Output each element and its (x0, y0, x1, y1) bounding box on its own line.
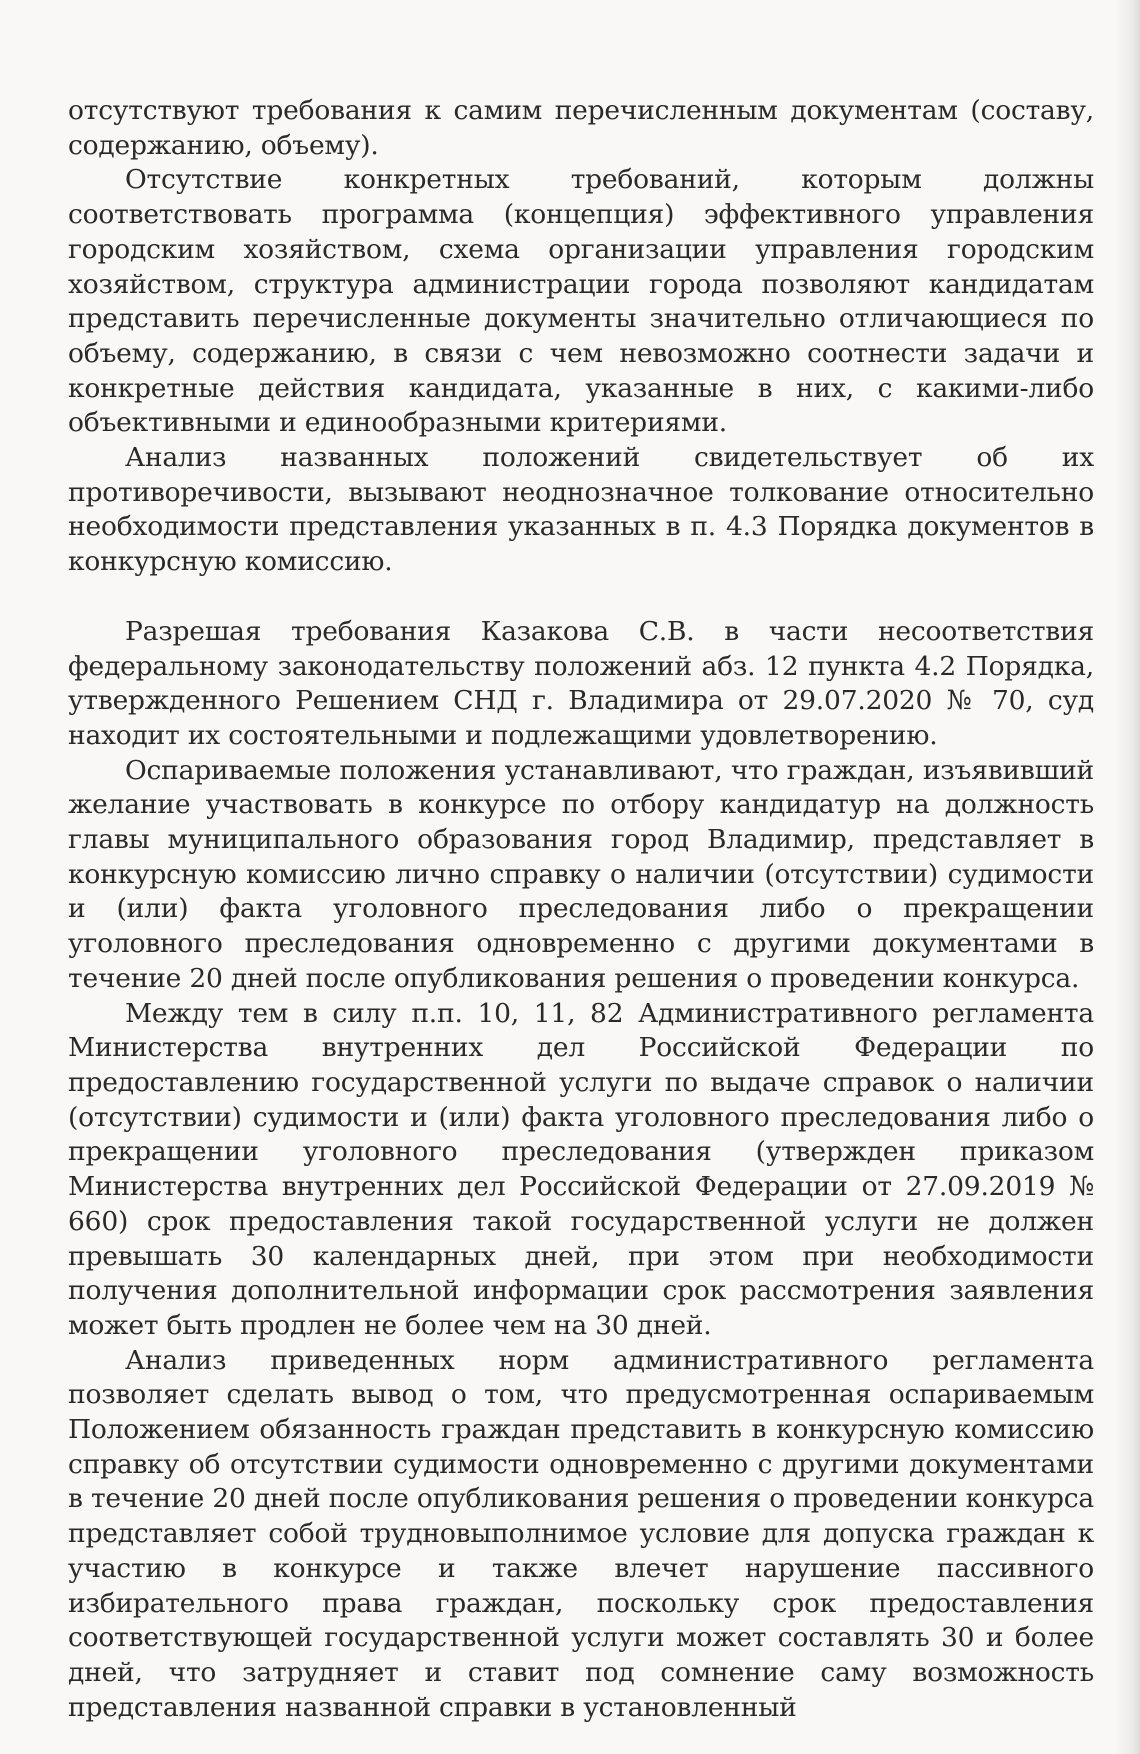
paragraph: Анализ названных положений свидетельствует об их противоречивости, вызывают неоднозначное толкование относительно необходимости представления указанных в п. 4.3 Порядка документов в конкурсную комиссию. (68, 442, 1094, 578)
paragraph-continuation: отсутствуют требования к самим перечисленным документам (составу, содержанию, объему). (68, 95, 1094, 161)
paragraph: Разрешая требования Казакова С.В. в части несоответствия федеральному законодательству положений абз. 12 пункта 4.2 Порядка, утвержденного Решением СНД г. Владимира от 29.07.2020 № 70, суд находит их состоятельными и подлежащими удовлетворению. (68, 615, 1094, 751)
paragraph: Оспариваемые положения устанавливают, что граждан, изъявивший желание участвовать в конкурсе по отбору кандидатур на должность главы муниципального образования город Владимир, представляет в конкурсную комиссию лично справку о наличии (отсутствии) судимости и (или) факта уголовного преследования либо о прекращении уголовного преследования одновременно с другими документами в течение 20 дней после опубликования решения о проведении конкурса. (68, 754, 1094, 994)
paragraph: Отсутствие конкретных требований, которым должны соответствовать программа (концепция) эффективного управления городским хозяйством, схема организации управления городским хозяйством, структура администрации города позволяют кандидатам представить перечисленные документы значительно отличающиеся по объему, содержанию, в связи с чем невозможно соотнести задачи и конкретные действия кандидата, указанные в них, с какими-либо объективными и единообразными критериями. (68, 164, 1094, 439)
paragraph: Между тем в силу п.п. 10, 11, 82 Административного регламента Министерства внутренних дел Российской Федерации по предоставлению государственной услуги по выдаче справок о наличии (отсутствии) судимости и (или) факта уголовного преследования либо о прекращении уголовного преследования (утвержден приказом Министерства внутренних дел Российской Федерации от 27.09.2019 № 660) срок предоставления такой государственной услуги не должен превышать 30 календарных дней, при этом при необходимости получения дополнительной информации срок рассмотрения заявления может быть продлен не более чем на 30 дней. (68, 997, 1094, 1341)
paragraph: Анализ приведенных норм административного регламента позволяет сделать вывод о том, что предусмотренная оспариваемым Положением обязанность граждан представить в конкурсную комиссию справку об отсутствии судимости одновременно с другими документами в течение 20 дней после опубликования решения о проведении конкурса представляет собой трудновыполнимое условие для допуска граждан к участию в конкурсе и также влечет нарушение пассивного избирательного права граждан, поскольку срок предоставления соответствующей государственной услуги может составлять 30 и более дней, что затрудняет и ставит под сомнение саму возможность представления названной справки в установленный (68, 1344, 1094, 1723)
scan-edge-shadow (1114, 0, 1140, 1754)
document-body (68, 94, 1094, 1725)
